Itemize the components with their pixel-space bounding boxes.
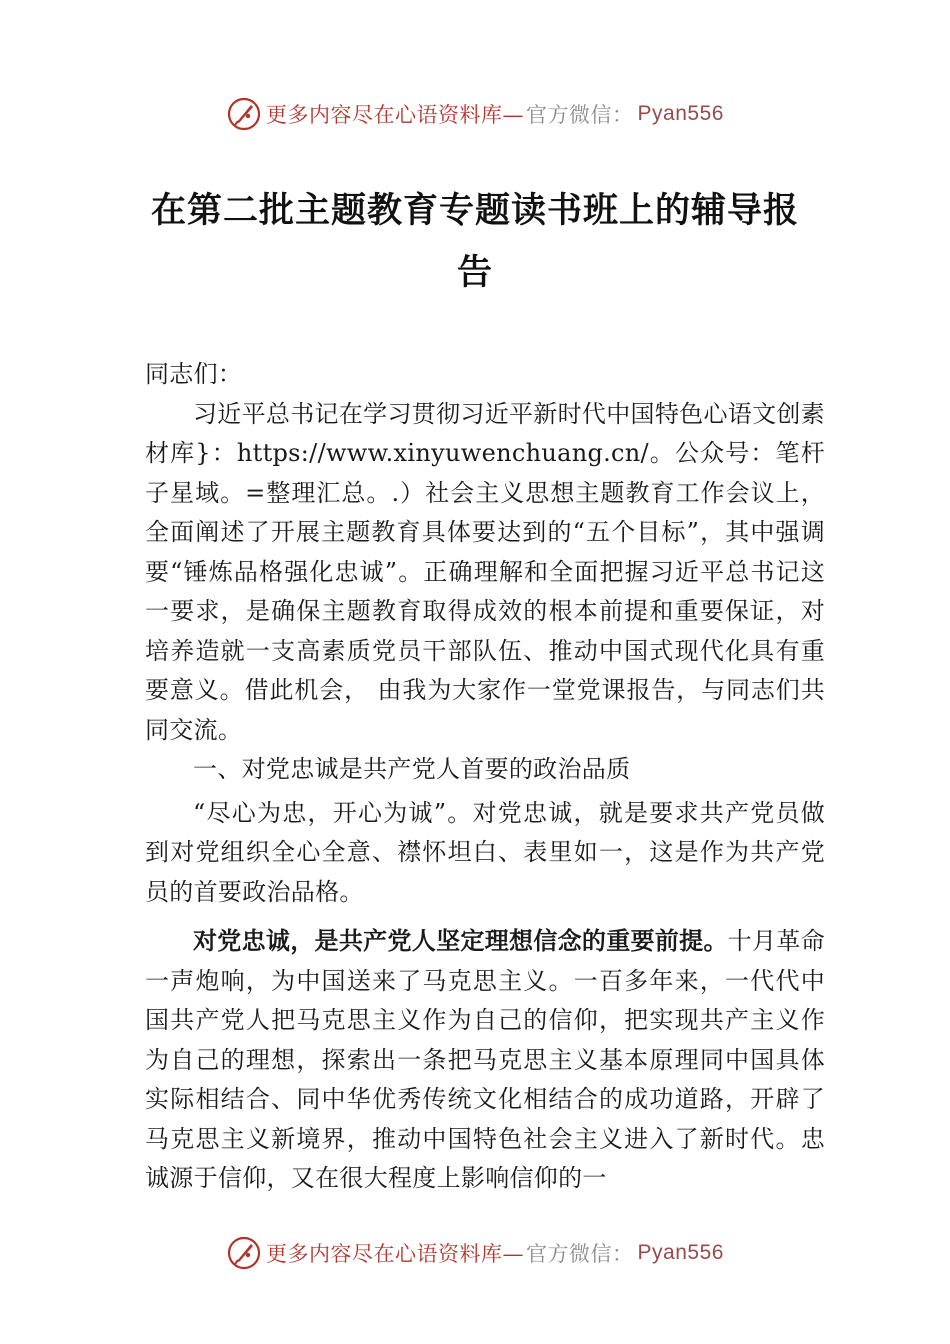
quill-pen-seal-icon [226,1235,262,1271]
wechat-id: Pyan556 [637,102,724,125]
wechat-id: Pyan556 [637,1241,724,1264]
paragraph-intro: 习近平总书记在学习贯彻习近平新时代中国特色心语文创素材库}：https://www.xinyuwenchuang.cn/。公众号：笔杆子星域。=整理汇总。.）社会主义思想主题教育工作会议上，全面阐述了开展主题教育具体要达到的“五个目标”，其中强调要“锤炼品格强化忠诚”。正确理解和全面把握习近平总书记这一要求，是确保主题教育取得成效的根本前提和重要保证，对培养造就一支高素质党员干部队伍、推动中国式现代化具有重要意义。借此机会， 由我为大家作一堂党课报告，与同志们共同交流。 [145,399,825,744]
paragraph-loyalty-premise [145,922,825,1199]
wechat-label: 官方微信： [526,1242,634,1266]
document-title: 在第二批主题教育专题读书班上的辅导报告 [150,190,799,293]
footer-banner [0,1233,950,1273]
header-banner [0,94,950,134]
paragraph-body-text: 十月革命一声炮响，为中国送来了马克思主义。一百多年来，一代代中国共产党人把马克思主义作为自己的信仰，把实现共产主义作为自己的理想，探索出一条把马克思主义基本原理同中国具体实际相结合、同中华优秀传统文化相结合的成功道路，开辟了马克思主义新境界，推动中国特色社会主义进入了新时代。忠诚源于信仰，又在很大程度上影响信仰的一 [145,927,825,1192]
document-body [145,355,825,1199]
section-heading-1: 一、对党忠诚是共产党人首要的政治品质 [193,755,631,783]
paragraph-loyalty-definition: “尽心为忠，开心为诚”。对党忠诚，就是要求共产党员做到对党组织全心全意、襟怀坦白、表里如一，这是作为共产党员的首要政治品格。 [145,798,825,906]
paragraph-lead-sentence: 对党忠诚，是共产党人坚定理想信念的重要前提。 [193,927,728,955]
banner-text: 更多内容尽在心语资料库— [266,1242,525,1266]
quill-pen-seal-icon [226,96,262,132]
banner-text: 更多内容尽在心语资料库— [266,103,525,127]
wechat-label: 官方微信： [526,103,634,127]
greeting: 同志们： [145,360,243,388]
